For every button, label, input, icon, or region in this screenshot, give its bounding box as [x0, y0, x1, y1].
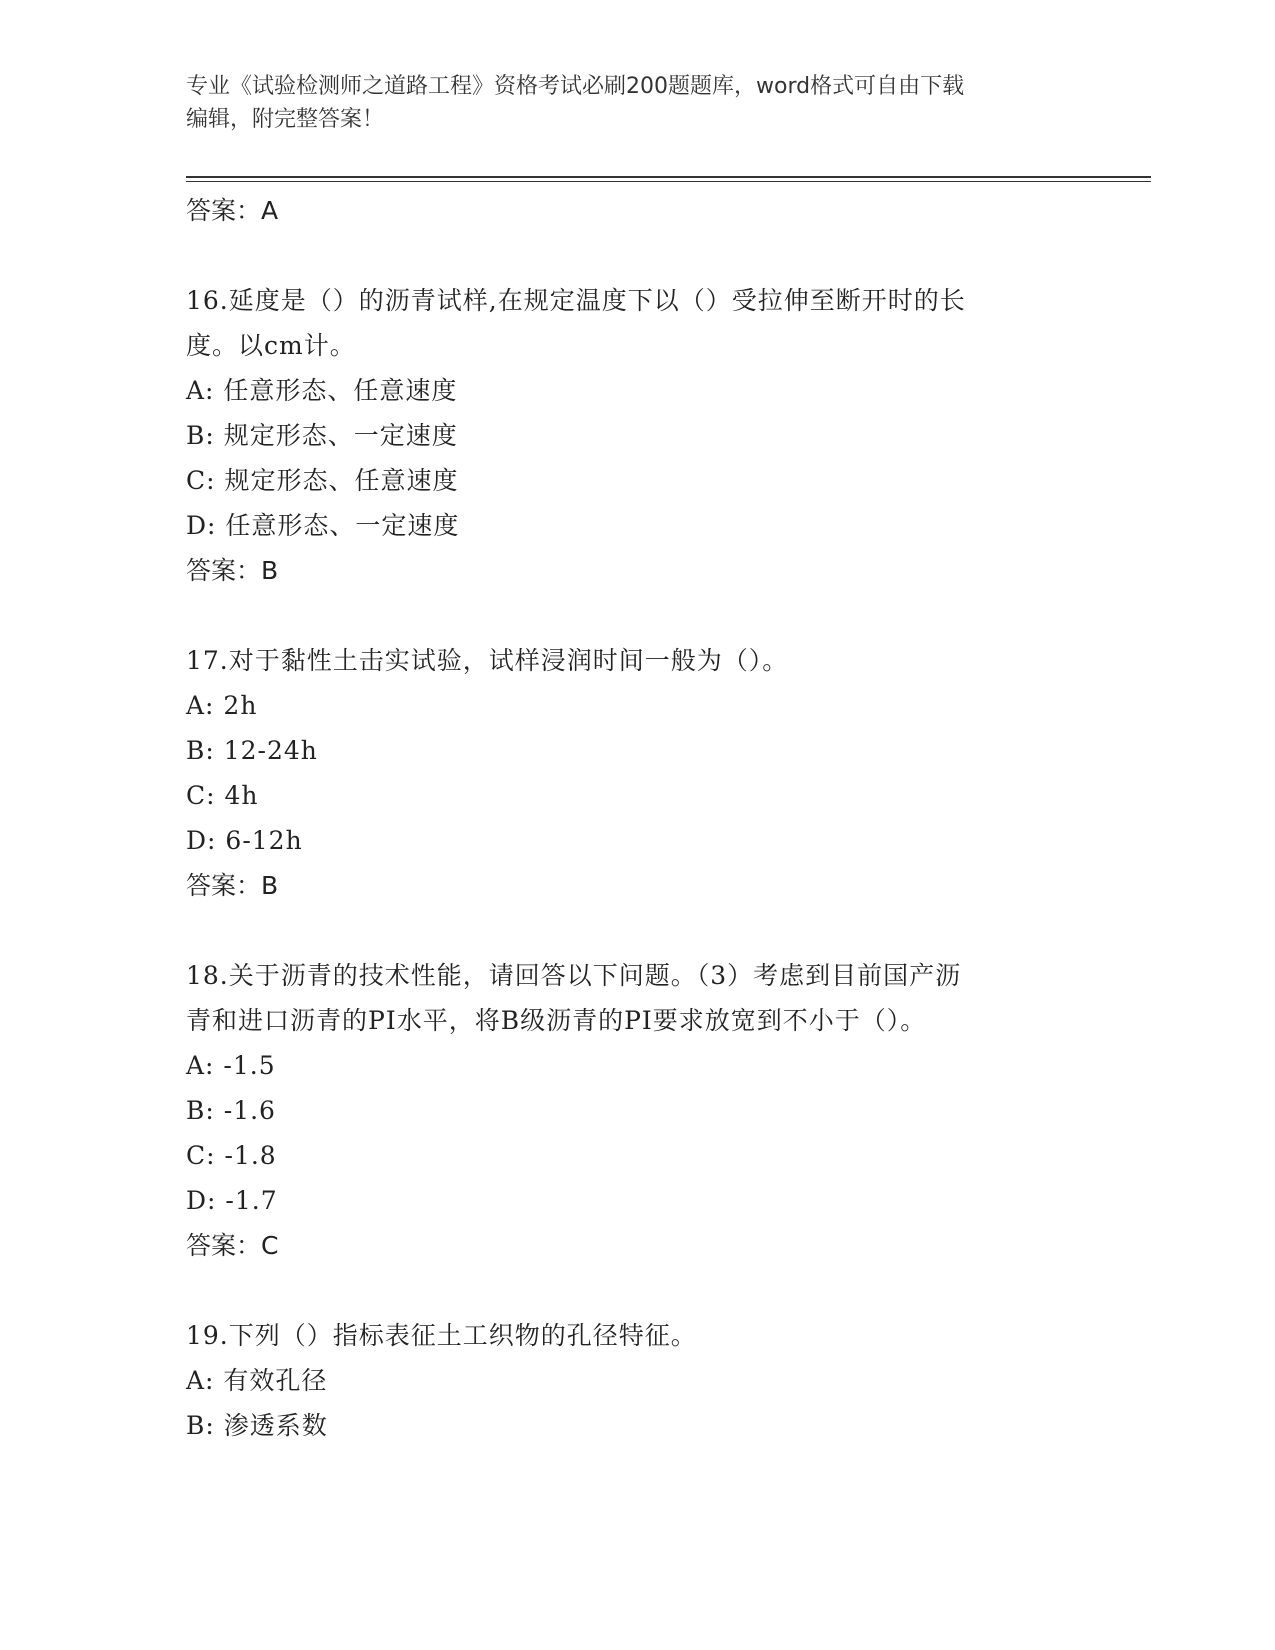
option-a: A: 任意形态、任意速度: [186, 376, 458, 405]
question-stem: 17.对于黏性土击实试验，试样浸润时间一般为（）。: [186, 646, 789, 675]
question-stem-continued: 青和进口沥青的PI水平，将B级沥青的PI要求放宽到不小于（）。: [186, 1006, 927, 1035]
question-17: [186, 638, 1066, 908]
option-a: A: 有效孔径: [186, 1366, 328, 1395]
option-b: B: -1.6: [186, 1096, 276, 1125]
question-stem: 19.下列（）指标表征土工织物的孔径特征。: [186, 1321, 697, 1350]
answer-15: 答案：A: [186, 196, 279, 225]
question-stem-continued: 度。以cm计。: [186, 331, 356, 360]
answer: 答案：B: [186, 871, 279, 900]
option-b: B: 12-24h: [186, 736, 318, 765]
option-d: D: 任意形态、一定速度: [186, 511, 460, 540]
header-line-2: 编辑，附完整答案！: [186, 107, 385, 132]
option-c: C: 4h: [186, 781, 259, 810]
header-line-1: 专业《试验检测师之道路工程》资格考试必刷200题题库，word格式可自由下载: [186, 74, 965, 99]
option-b: B: 渗透系数: [186, 1411, 328, 1440]
option-d: D: -1.7: [186, 1186, 278, 1215]
question-16: [186, 278, 1066, 593]
option-a: A: 2h: [186, 691, 258, 720]
option-c: C: -1.8: [186, 1141, 277, 1170]
question-18: [186, 953, 1066, 1268]
page-header: [186, 70, 1086, 136]
question-stem: 18.关于沥青的技术性能，请回答以下问题。（3）考虑到目前国产沥: [186, 961, 962, 990]
option-c: C: 规定形态、任意速度: [186, 466, 459, 495]
question-stem: 16.延度是（）的沥青试样,在规定温度下以（）受拉伸至断开时的长: [186, 286, 966, 315]
answer: 答案：B: [186, 556, 279, 585]
option-b: B: 规定形态、一定速度: [186, 421, 458, 450]
question-19: [186, 1313, 1066, 1448]
answer: 答案：C: [186, 1231, 279, 1260]
header-divider: [186, 176, 1151, 182]
option-d: D: 6-12h: [186, 826, 303, 855]
option-a: A: -1.5: [186, 1051, 276, 1080]
document-body: [186, 188, 1066, 1448]
